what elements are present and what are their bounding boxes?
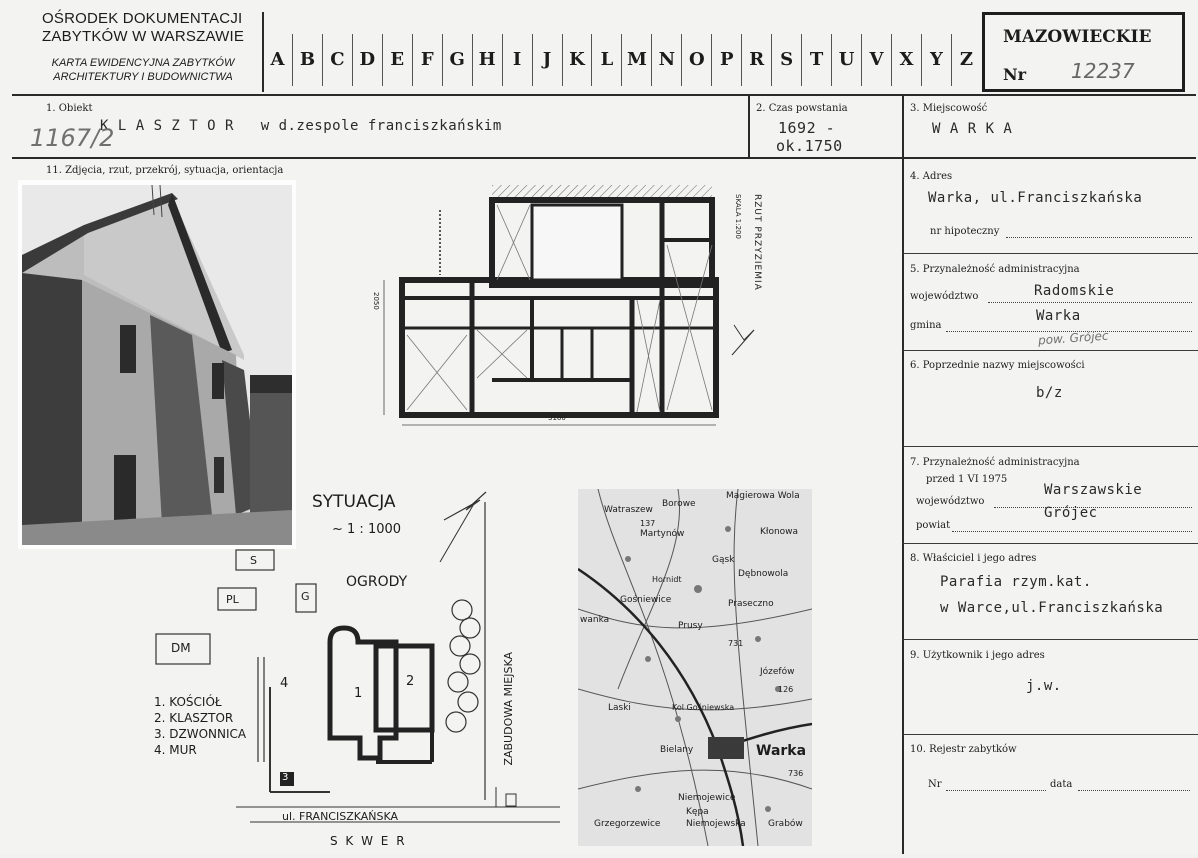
map-place: Kol Gośniewska [672,703,735,712]
index-letter: M [622,34,652,86]
street-label: ul. FRANCISZKAŃSKA [282,810,399,823]
field-2-label: 2. Czas powstania [756,103,848,114]
field-5-gmina-value: Warka [1036,308,1081,324]
field-7-label: 7. Przynależność administracyjna [910,457,1080,468]
building-2-label: 2 [406,674,415,689]
box-g-label: G [301,590,310,603]
field-5-woj-value: Radomskie [1034,283,1115,299]
building-1-label: 1 [354,686,363,701]
index-letter: P [712,34,742,86]
grid-line [903,734,1198,735]
map-place: Magierowa Wola [726,491,800,501]
index-letter: J [533,34,563,86]
field-11-label: 11. Zdjęcia, rzut, przekrój, sytuacja, orientacja [46,165,284,176]
index-letter: B [293,34,323,86]
register-box [982,12,1185,92]
register-nr-label: Nr [1003,65,1027,84]
field-5-woj-label: województwo [910,291,979,302]
plan-scale: SKALA 1:200 [734,194,742,239]
map-place: Niemojewska [686,819,746,829]
map-place: Grabów [768,819,803,829]
plan-title: RZUT PRZYZIEMIA [752,194,762,291]
field-7-woj-value: Warszawskie [1044,482,1143,498]
index-letter: O [682,34,712,86]
map-place-warka: Warka [756,743,807,759]
map-place: Kłonowa [760,527,799,537]
index-letter: H [473,34,503,86]
index-letter: S [772,34,802,86]
floor-plan [362,180,762,430]
grid-line [903,543,1198,544]
institution-name [42,10,244,46]
grid-line [12,94,1196,96]
map-place: Laski [608,703,631,713]
field-3-value: W A R K A [932,121,1013,137]
field-5-label: 5. Przynależność administracyjna [910,264,1080,275]
index-letter: C [323,34,353,86]
gardens-label: OGRODY [346,574,408,590]
field-1-handnote: 1167/2 [30,124,115,152]
field-5-handnote: pow. Grójec [1037,328,1109,348]
index-letter: Y [922,34,952,86]
grid-line [12,157,1196,159]
box-s-label: S [250,554,257,567]
field-9-value: j.w. [1026,678,1062,694]
map-place: Józefów [760,667,795,677]
alphabet-index [263,34,981,86]
field-7-pow-label: powiat [916,520,951,531]
field-3-label: 3. Miejscowość [910,103,988,114]
field-6-value: b/z [1036,385,1063,401]
map-place: Hornidt [652,575,682,584]
index-letter: E [383,34,413,86]
map-place: Borowe [662,499,696,509]
field-4-sub-label: nr hipoteczny [930,226,1000,237]
index-letter: K [563,34,593,86]
index-letter: N [652,34,682,86]
index-letter: I [503,34,533,86]
index-letter: D [353,34,383,86]
box-pl-label: PL [226,593,239,606]
field-10-data-label: data [1050,779,1073,790]
field-8-label: 8. Właściciel i jego adres [910,553,1037,564]
index-letter: R [742,34,772,86]
situation-legend [154,694,246,758]
field-6-label: 6. Poprzednie nazwy miejscowości [910,360,1085,371]
field-10-label: 10. Rejestr zabytków [910,744,1017,755]
field-5-gmina-label: gmina [910,320,942,331]
floor-plan-drawing [362,180,762,430]
index-letter: T [802,34,832,86]
field-4-label: 4. Adres [910,171,953,182]
grid-line [902,95,904,854]
field-1-label: 1. Obiekt [46,103,93,114]
map-place: Praseczno [728,599,774,609]
map-place: Niemojewice [678,793,736,803]
field-9-label: 9. Użytkownik i jego adres [910,650,1045,661]
index-letter: F [413,34,443,86]
map-place: Watraszew [604,505,653,515]
field-4-value: Warka, ul.Franciszkańska [928,190,1143,206]
map-road-number: 731 [728,639,744,648]
map-place: Gąsk [712,555,735,565]
map-place: Kępa [686,807,709,817]
index-letter: G [443,34,473,86]
grid-line [903,253,1198,254]
card-type-line-2: ARCHITEKTURY I BUDOWNICTWA [53,71,233,83]
situation-title: SYTUACJA [312,492,396,512]
map-place: Grzegorzewice [594,819,661,829]
field-8-value-2: w Warce,ul.Franciszkańska [940,600,1164,616]
index-letter: Z [959,49,973,70]
institution-line-1: OŚRODEK DOKUMENTACJI [42,10,243,27]
map-place: Prusy [678,621,703,631]
field-7-pow-value: Grójec [1044,505,1098,521]
field-2-value-1: 1692 - [778,119,836,137]
index-letter: A [263,34,293,86]
field-10-nr-label: Nr [928,779,942,790]
field-7-sub: przed 1 VI 1975 [926,474,1008,485]
location-map [578,489,812,846]
grid-line [903,639,1198,640]
index-letter: X [892,34,922,86]
field-10-nr-line [946,789,1046,791]
index-letter: L [592,34,622,86]
box-dm-label: DM [171,641,191,655]
institution-line-2: ZABYTKÓW W WARSZAWIE [42,28,245,45]
field-8-value-1: Parafia rzym.kat. [940,574,1092,590]
grid-line [903,350,1198,351]
field-5-woj-line [988,301,1192,303]
region-title: MAZOWIECKIE [1003,27,1152,47]
situation-sketch [140,482,560,854]
index-letter: V [862,34,892,86]
situation-drawing [140,482,560,854]
field-2-value-2: ok.1750 [776,137,843,155]
plan-dim-horizontal: 3160 [548,414,566,422]
side-buildings-label: ZABUDOWA MIEJSKA [502,652,515,766]
map-road-number: 126 [778,685,794,694]
map-road-number: 736 [788,769,804,778]
situation-scale: ~ 1 : 1000 [332,522,402,537]
map-place: wanka [580,615,610,625]
legend-item-4: 4. MUR [154,743,197,757]
plan-dim-vertical: 2050 [372,292,380,310]
card-type [30,56,256,84]
index-letter: U [832,34,862,86]
field-4-sub-line [1006,236,1192,238]
map-place: Martynów [640,529,685,539]
card-type-line-1: KARTA EWIDENCYJNA ZABYTKÓW [51,57,235,69]
field-10-data-line [1078,789,1190,791]
register-nr-value: 12237 [1071,59,1135,83]
wall-4-label: 4 [280,676,289,691]
grid-line [748,95,750,158]
grid-line [903,446,1198,447]
map-place: Bielany [660,745,694,755]
square-label: S K W E R [330,834,407,848]
building-3-label: 3 [282,772,289,783]
field-7-woj-label: województwo [916,496,985,507]
field-1-value: K L A S Z T O R w d.zespole franciszkańskim [100,118,502,134]
map-place: Dębnowola [738,569,789,579]
legend-item-2: 2. KLASZTOR [154,711,234,725]
field-7-pow-line [952,530,1192,532]
map-place: Gośniewice [620,595,672,605]
legend-item-3: 3. DZWONNICA [154,727,247,741]
map-road-number: 137 [640,519,656,528]
legend-item-1: 1. KOŚCIÓŁ [154,695,222,709]
